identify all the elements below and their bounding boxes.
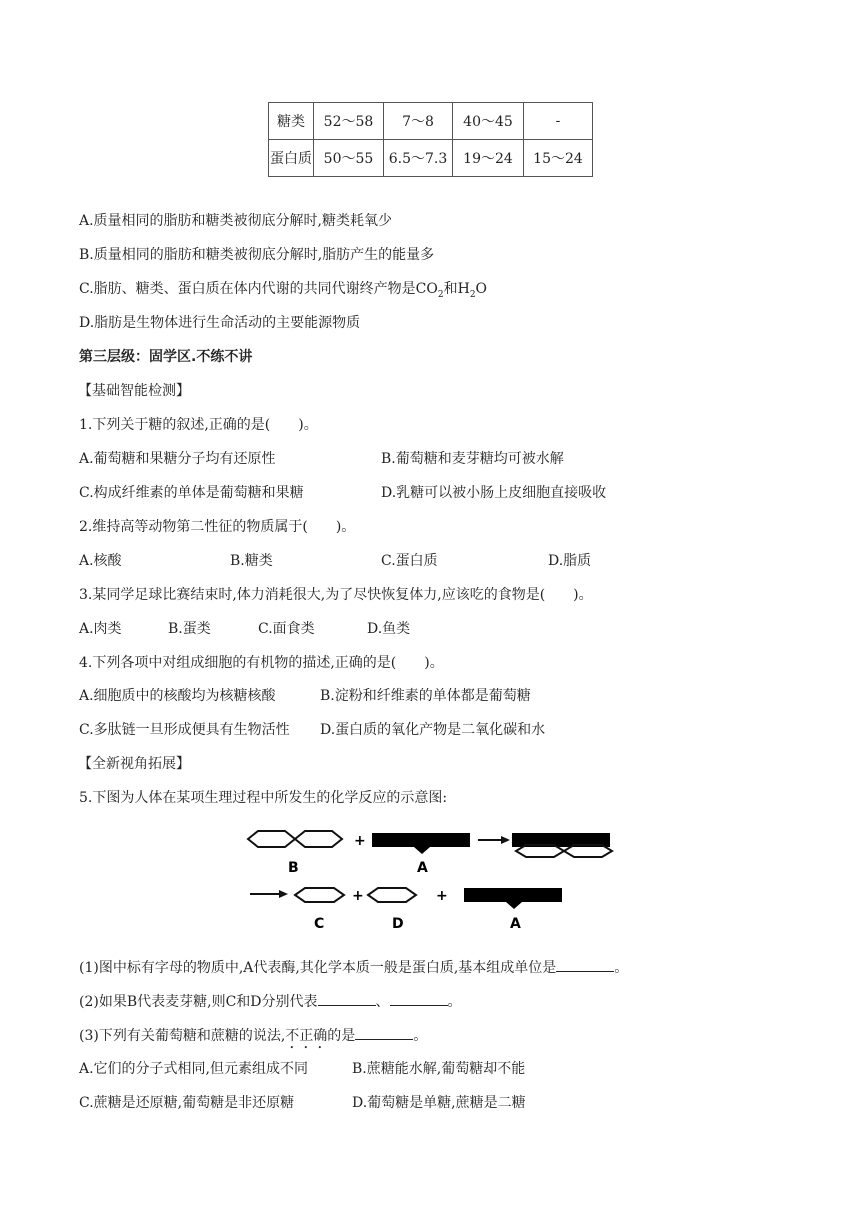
label-c: C [314,916,325,932]
hexagon-shape [368,888,416,902]
q5-part1-text: (1)图中标有字母的物质中,A代表酶,其化学本质一般是蛋白质,基本组成单位是 [79,960,557,976]
plus-sign: + [436,888,448,904]
enzyme-shape [372,833,470,854]
arrow-head-icon [279,890,288,898]
q3-option-b: B.蛋类 [168,621,211,637]
label-a: A [417,860,428,876]
table-cell: 7～8 [384,103,453,140]
q3-stem: 3.某同学足球比赛结束时,体力消耗很大,为了尽快恢复体力,应该吃的食物是( )。 [79,587,593,603]
q1-option-d: D.乳糖可以被小肠上皮细胞直接吸收 [381,485,607,501]
q2-option-b: B.糖类 [230,553,273,569]
level3-title: 第三层级：固学区.不练不讲 [79,349,253,365]
q1-option-c: C.构成纤维素的单体是葡萄糖和果糖 [79,485,304,501]
emphasis-text: 不正确 [285,1028,328,1044]
q5-part3-end: 。 [413,1028,428,1044]
q1-option-a: A.葡萄糖和果糖分子均有还原性 [79,451,276,467]
hexagon-shape [295,888,344,902]
q5-option-a: A.它们的分子式相同,但元素组成不同 [79,1061,309,1077]
hexagon-shape [295,831,342,847]
prev-option-a: A.质量相同的脂肪和糖类被彻底分解时,糖类耗氧少 [79,213,393,229]
section-title-extension: 【全新视角拓展】 [78,756,190,772]
q4-option-b: B.淀粉和纤维素的单体都是葡萄糖 [320,688,531,704]
reaction-diagram [240,825,620,937]
table-cell: 52～58 [314,103,384,140]
prev-option-b: B.质量相同的脂肪和糖类被彻底分解时,脂肪产生的能量多 [79,247,435,263]
q5-option-d: D.葡萄糖是单糖,蔗糖是二糖 [352,1095,526,1111]
plus-sign: + [354,833,366,849]
q5-stem: 5.下图为人体在某项生理过程中所发生的化学反应的示意图: [79,790,448,806]
table-cell: 6.5～7.3 [384,140,453,177]
q1-stem: 1.下列关于糖的叙述,正确的是( )。 [79,417,318,433]
label-a: A [510,916,521,932]
table-row [269,140,593,177]
prev-option-c [79,279,487,305]
table-row [269,103,593,140]
prev-option-c-text: C.脂肪、糖类、蛋白质在体内代谢的共同代谢终产物是CO [79,281,438,297]
answer-blank[interactable] [318,991,376,1006]
q3-option-c: C.面食类 [258,621,315,637]
plus-sign: + [352,888,364,904]
q5-part2 [79,991,462,1012]
table-cell: 糖类 [269,103,314,140]
q2-option-a: A.核酸 [79,553,122,569]
q5-part1 [79,957,628,978]
label-b: B [288,860,299,876]
q2-stem: 2.维持高等动物第二性征的物质属于( )。 [79,519,356,535]
prev-option-d: D.脂肪是生物体进行生命活动的主要能源物质 [79,315,361,331]
q5-part3-text: (3)下列有关葡萄糖和蔗糖的说法, [79,1028,286,1044]
section-title-basic: 【基础智能检测】 [78,383,190,399]
q5-part2-text: (2)如果B代表麦芽糖,则C和D分别代表 [79,994,318,1010]
q3-option-d: D.鱼类 [367,621,411,637]
hexagon-shape [248,831,295,847]
table-cell: 19～24 [453,140,524,177]
table-cell: 15～24 [524,140,593,177]
q5-part1-end: 。 [614,960,629,976]
label-d: D [392,916,404,932]
table-cell: 40～45 [453,103,524,140]
q5-part2-end: 。 [447,994,462,1010]
table-cell: 50～55 [314,140,384,177]
prev-option-c-text: O [475,281,488,297]
q5-part2-sep: 、 [375,994,390,1010]
q4-option-a: A.细胞质中的核酸均为核糖核酸 [79,688,276,704]
table-cell: 蛋白质 [269,140,314,177]
table-cell: - [524,103,593,140]
nutrient-table [268,102,593,177]
q1-option-b: B.葡萄糖和麦芽糖均可被水解 [381,451,564,467]
q4-option-d: D.蛋白质的氧化产物是二氧化碳和水 [320,722,546,738]
subscript: 2 [437,289,444,300]
q5-part3 [79,1025,427,1052]
q2-option-c: C.蛋白质 [381,553,438,569]
subscript: 2 [469,289,476,300]
enzyme-shape [464,888,562,909]
answer-blank[interactable] [390,991,448,1006]
answer-blank[interactable] [556,957,614,972]
answer-blank[interactable] [355,1025,413,1040]
arrow-head-icon [501,836,510,844]
q4-option-c: C.多肽链一旦形成便具有生物活性 [79,722,290,738]
q5-option-b: B.蔗糖能水解,葡萄糖却不能 [352,1061,526,1077]
q4-stem: 4.下列各项中对组成细胞的有机物的描述,正确的是( )。 [79,655,444,671]
prev-option-c-text: 和H [443,281,470,297]
q2-option-d: D.脂质 [548,553,592,569]
q5-part3-text: 的是 [327,1028,356,1044]
q5-option-c: C.蔗糖是还原糖,葡萄糖是非还原糖 [79,1095,295,1111]
q3-option-a: A.肉类 [79,621,122,637]
